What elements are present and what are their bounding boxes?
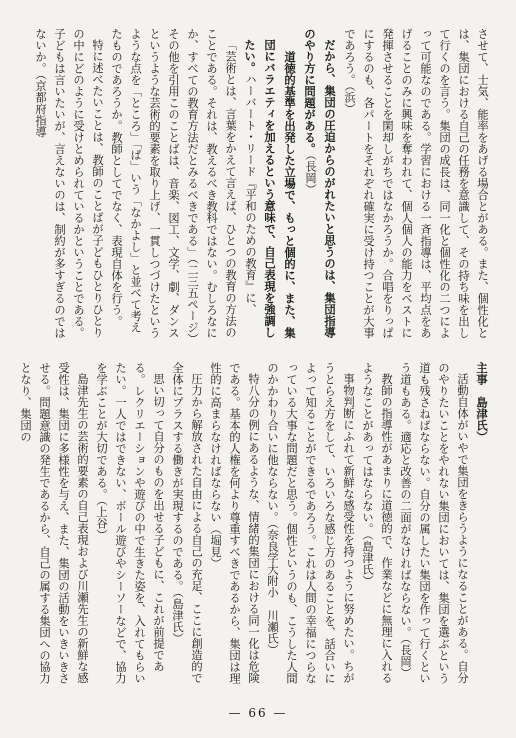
paragraph-text: 圧力から解放された自由による自己の充足、ここに創造的で全体にプラスする働きが実現するのである。（島津氏） (171, 362, 203, 684)
paragraph (168, 362, 206, 694)
paragraph-text: 思い切って自分のものを出せる子どもに、これが前提である。レクリエーションや遊びの中で生きた姿を、入れてもらいたい。一人ではできない、ボール遊びやシーソーなどで、協力を学ぶことが大切である。（上谷） (95, 362, 165, 684)
paragraph (31, 28, 107, 342)
bold-text: 道徳的基準を出発した立場で、もっと個的に、また、集団にバラエティを加えるという意味で、自己表現を強調したい。 (243, 39, 297, 339)
paragraph-text: 活動自体がいやで集団をきらうようになることがある。自分のやりたいことをやれない集団においては、集団を選ぶという道も残さねばならない。自分の属したい集団を作って行くという道もある。適応と改善の二面がなければならない。（長岡） (399, 362, 469, 684)
paragraph (240, 28, 300, 342)
paragraph (16, 362, 92, 694)
paragraph-text: 島津先生の芸術的要素の自己表現および川瀬先生の新鮮な感受性は、集団に多様性を与え、また、集団の活動をいきいきさせる。問題意識の発生であるから、自己の属する集団への協力となり、集団の (19, 362, 89, 684)
paragraph-text: 特八分の例にあるような、情緒的集団における同一化は危険である。基本的人権を何より尊重すべきであるから、集団は理性的に高まらなければならない（堀見） (209, 362, 260, 684)
paragraph-text: させて、士気、能率をあげる場合とがある。また、個性化とは、集団における自己の任務を意識して、その持ち味を出して行くのを言う。集団の成長は、同一化と個性化の二つによって可能なのである。学習における一斉指導は、平均点をあげることのみに興味を奪われて、個人個人の能力をベストに発揮させることを閑却しがちではなかろうか。合唱をりっぱにするのも、各パートをそれぞれ確実に受け持つことが大事であろう。（浜） (343, 28, 489, 339)
paragraph (107, 28, 240, 342)
paragraph-text: （長岡） (304, 154, 317, 195)
paragraph (263, 362, 358, 694)
bold-text: だから、集団の圧迫からのがれたいと思うのは、集団指導のやり方に問題がある。 (303, 28, 337, 339)
heading-name: 島津氏） (475, 396, 489, 443)
lower-text-block (19, 362, 492, 694)
paragraph-text: 教師の指導性があまりに道徳的で、作業などに無理に入れるようなことがあってはならない。（島津氏） (361, 362, 393, 684)
paragraph (396, 362, 472, 694)
heading-label: 主事 (475, 362, 489, 385)
page-number: — 66 — (228, 706, 288, 720)
paragraph-text: ハーバート・リード『平和のための教育』に、 (244, 73, 257, 316)
upper-text-block (24, 28, 492, 342)
paragraph-text: 特に述べたいことは、教師のことばが子どもひとりひとりの中にどのように受けとめられているかということである。子どもは言いたいが、言えないのは、制約が多すぎるのではないか。（京都府指導 (34, 28, 104, 339)
paragraph (206, 362, 263, 694)
paragraph (340, 28, 492, 342)
paragraph (92, 362, 168, 694)
paragraph (300, 28, 340, 342)
paragraph-text: 「芸術とは、言葉をかえて言えば、ひとつの教育の方法のことである。それは、教えるべき教科ではない。むしろなにか、すべての教育方法だとみるべきである」（二三五ページ）その他を引用このことばは、音楽、図工、文学、劇、ダンスというような芸術的要素を取り上げ、一貫しつづけたというような点を「ところ」「ば」いう「なかよし」と並べて考えたものであろうか。教師としてでなく、表現自体を行う。 (110, 28, 237, 339)
section-heading (472, 362, 492, 694)
paragraph (358, 362, 396, 694)
paragraph-text: 事物判断にふれて新鮮な感受性を持つように努めたい。ちがうとらえ方をして、いろいろな感じ方のあることを、話合いによって知ることができるであろう。これは人間の幸福につらなっている大事な問題だと思う。個性というのも、こうした人間のかかわり合いに他ならない。（奈良学大附小 川瀬氏） (266, 362, 355, 684)
